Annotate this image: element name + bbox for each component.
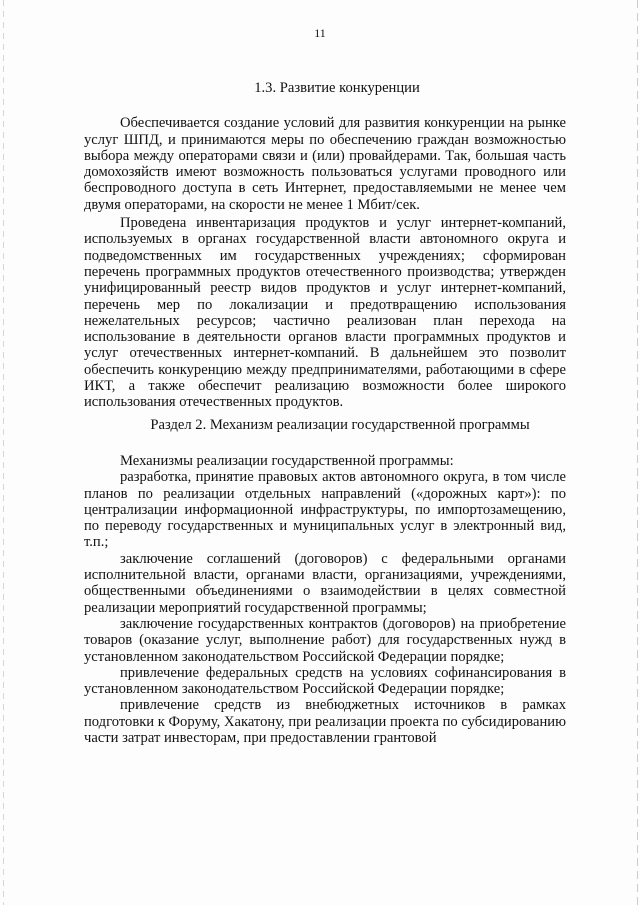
list-item: заключение соглашений (договоров) с федеральными органами исполнительной власти, органами власти, организациями, учреждениями, общественными объединениями о взаимодействии в целях совместной реализации мероприятий государственной программы; bbox=[84, 550, 566, 616]
section-heading: 1.3. Развитие конкуренции bbox=[254, 80, 420, 96]
paragraph: Проведена инвентаризация продуктов и услуг интернет-компаний, используемых в органах государственной власти автономного округа и подведомственных им государственных учреждениях; сформирован перечень программных продуктов отечественного производства; утвержден унифицированный реестр видов продуктов и услуг интернет-компаний, перечень мер по локализации и предотвращению использования нежелательных ресурсов; частично реализован план перехода на использование в деятельности органов власти программных продуктов и услуг отечественных интернет-компаний. В дальнейшем это позволит обеспечить конкуренцию между предпринимателями, работающими в сфере ИКТ, а также обеспечит реализацию возможности более широкого использования отечественных продуктов. bbox=[84, 215, 566, 411]
document-body bbox=[84, 80, 566, 746]
mechanisms-lead: Механизмы реализации государственной программы: bbox=[120, 452, 454, 469]
paragraph: Обеспечивается создание условий для развития конкуренции на рынке услуг ШПД, и принимаются меры по обеспечению граждан возможностью выбора между операторами связи и (или) провайдерами. Так, большая часть домохозяйств имеют возможность пользоваться услугами проводного или беспроводного доступа в сеть Интернет, предоставляемыми не менее чем двумя операторами, на скорости не менее 1 Мбит/сек. bbox=[84, 115, 566, 213]
page-number: 11 bbox=[314, 26, 326, 40]
scan-edge-left bbox=[3, 0, 4, 905]
scan-edge-right bbox=[637, 0, 638, 905]
list-item: привлечение федеральных средств на условиях софинансирования в установленном законодательством Российской Федерации порядке; bbox=[84, 664, 566, 698]
list-item: привлечение средств из внебюджетных источников в рамках подготовки к Форуму, Хакатону, при реализации проекта по субсидированию части затрат инвесторам, при предоставлении грантовой bbox=[84, 697, 566, 746]
list-item: заключение государственных контрактов (договоров) на приобретение товаров (оказание услуг, выполнение работ) для государственных нужд в установленном законодательством Российской Федерации порядке; bbox=[84, 615, 566, 665]
list-item: разработка, принятие правовых актов автономного округа, в том числе планов по реализации отдельных направлений («дорожных карт»): по централизации информационной инфраструктуры, по импортозамещению, по переводу государственных и муниципальных услуг в электронный вид, т.п.; bbox=[84, 469, 566, 551]
part-heading: Раздел 2. Механизм реализации государственной программы bbox=[150, 416, 530, 433]
